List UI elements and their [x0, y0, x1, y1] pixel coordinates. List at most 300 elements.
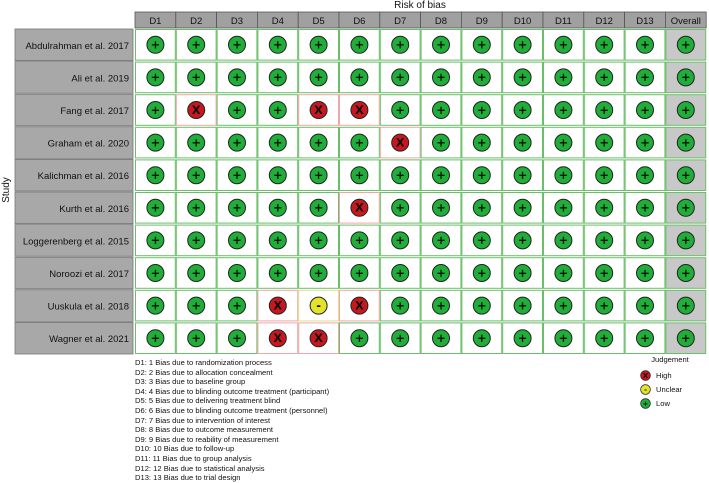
study-name: Graham et al. 2020	[47, 138, 129, 150]
study-row	[15, 225, 706, 257]
svg-text:+: +	[640, 135, 650, 150]
cell-d2	[176, 258, 216, 289]
judgement-low-icon	[637, 330, 654, 347]
svg-text:+: +	[517, 70, 528, 85]
cell-d1	[136, 62, 176, 93]
svg-text:+: +	[436, 200, 446, 215]
domain-header-d10	[502, 12, 543, 28]
svg-text:+: +	[313, 233, 324, 248]
judgement-low-icon	[514, 69, 531, 86]
judgement-low-icon	[637, 297, 654, 314]
cell-d5	[299, 225, 339, 256]
svg-text:+: +	[191, 331, 202, 346]
svg-text:+: +	[436, 37, 446, 52]
svg-text:+: +	[354, 135, 365, 150]
cell-d1	[136, 258, 176, 289]
svg-text:+: +	[150, 37, 161, 52]
svg-text:+: +	[191, 70, 202, 85]
cell-d4	[258, 225, 298, 256]
cell-d1	[136, 225, 176, 256]
cell-d2	[176, 160, 216, 191]
domain-header-d4	[257, 12, 298, 28]
cell-d4	[258, 127, 298, 158]
judgement-low-icon	[433, 330, 450, 347]
svg-text:+: +	[476, 70, 487, 85]
cell-d10	[503, 225, 543, 256]
domain-key-line: D12: 12 Bias due to statistical analysis	[135, 463, 265, 473]
svg-text:X: X	[642, 371, 649, 380]
study-row	[15, 192, 706, 224]
cell-d7	[380, 95, 420, 126]
cell-d13	[625, 95, 665, 126]
judgement-low-icon	[514, 265, 531, 282]
cell-d11	[544, 258, 584, 289]
cell-d10	[503, 290, 543, 321]
legend-item-high	[640, 368, 708, 382]
cell-d1	[136, 323, 176, 354]
judgement-low-icon	[596, 297, 613, 314]
cell-d3	[217, 160, 257, 191]
judgement-low-icon	[433, 36, 450, 53]
svg-text:+: +	[191, 168, 202, 183]
judgement-low-icon	[555, 330, 572, 347]
study-name: Loggerenberg et al. 2015	[22, 236, 129, 248]
judgement-low-icon	[555, 102, 572, 119]
svg-text:+: +	[680, 298, 691, 313]
cell-d10	[503, 193, 543, 224]
study-name: Kurth et al. 2016	[59, 203, 129, 215]
svg-text:+: +	[395, 70, 406, 85]
cell-d8	[421, 30, 461, 61]
study-row	[15, 127, 706, 159]
domain-key-line: D1: 1 Bias due to randomization process	[135, 358, 272, 367]
legend-label: Low	[656, 398, 670, 408]
cell-d8	[421, 193, 461, 224]
svg-text:+: +	[640, 102, 650, 117]
domain-key	[135, 358, 329, 483]
judgement-low-icon	[677, 232, 694, 249]
judgement-low-icon	[677, 265, 694, 282]
svg-text:+: +	[517, 168, 528, 183]
judgement-low-icon	[269, 36, 286, 53]
judgement-low-icon	[473, 102, 490, 119]
judgement-high-icon	[310, 330, 327, 347]
judgement-low-icon	[514, 167, 531, 184]
cell-d5	[299, 323, 339, 354]
cell-d12	[584, 225, 624, 256]
svg-text:+: +	[599, 135, 610, 150]
svg-text:+: +	[395, 265, 406, 280]
svg-text:+: +	[150, 200, 161, 215]
svg-text:+: +	[640, 200, 650, 215]
judgement-low-icon	[677, 36, 694, 53]
cell-d6	[340, 258, 380, 289]
cell-d9	[462, 62, 502, 93]
cell-d9	[462, 290, 502, 321]
judgement-low-icon	[229, 330, 246, 347]
svg-text:+: +	[436, 298, 446, 313]
svg-text:+: +	[150, 331, 161, 346]
svg-text:+: +	[680, 265, 691, 280]
cell-d12	[584, 127, 624, 158]
legend-low-icon	[640, 398, 651, 409]
domain-header-row	[135, 12, 706, 28]
judgement-low-icon	[147, 167, 164, 184]
cell-d7	[380, 290, 420, 321]
svg-text:+: +	[395, 331, 406, 346]
judgement-high-icon	[351, 102, 368, 119]
judgement-low-icon	[310, 265, 327, 282]
judgement-low-icon	[473, 330, 490, 347]
domain-header-d6	[339, 12, 380, 28]
cell-d7	[380, 127, 420, 158]
cell-d1	[136, 30, 176, 61]
judgement-low-icon	[514, 102, 531, 119]
svg-text:+: +	[313, 37, 324, 52]
svg-text:+: +	[313, 265, 324, 280]
svg-text:+: +	[476, 135, 487, 150]
cell-d10	[503, 62, 543, 93]
domain-key-line: D2: 2 Bias due to allocation concealment	[135, 367, 273, 377]
svg-text:X: X	[273, 331, 283, 346]
svg-text:X: X	[273, 298, 283, 313]
svg-text:+: +	[642, 399, 649, 408]
judgement-low-icon	[555, 134, 572, 151]
study-name: Fang et al. 2017	[60, 106, 129, 117]
cell-d11	[544, 160, 584, 191]
judgement-low-icon	[229, 134, 246, 151]
judgement-low-icon	[392, 297, 409, 314]
legend-unclear-icon	[640, 384, 651, 395]
judgement-low-icon	[433, 297, 450, 314]
cell-d11	[544, 225, 584, 256]
cell-d12	[584, 193, 624, 224]
cell-d5	[299, 160, 339, 191]
study-row	[15, 62, 706, 94]
svg-text:+: +	[517, 265, 528, 280]
svg-text:+: +	[191, 135, 202, 150]
cell-d4	[258, 193, 298, 224]
domain-key-line: D9: 9 Bias due to reability of measurement	[135, 434, 279, 444]
judgement-low-icon	[596, 134, 613, 151]
svg-text:+: +	[558, 298, 569, 313]
judgement-low-icon	[188, 134, 205, 151]
y-axis-label: Study	[1, 177, 12, 203]
judgement-low-icon	[269, 199, 286, 216]
svg-text:+: +	[558, 331, 569, 346]
domain-header-d13	[625, 12, 666, 28]
domain-header-d5	[298, 12, 339, 28]
judgement-low-icon	[229, 36, 246, 53]
judgement-low-icon	[555, 297, 572, 314]
svg-text:+: +	[517, 298, 528, 313]
judgement-low-icon	[147, 232, 164, 249]
svg-text:D13: D13	[636, 16, 654, 27]
svg-text:D10: D10	[513, 16, 532, 27]
judgement-low-icon	[637, 265, 654, 282]
cell-d13	[625, 62, 665, 93]
judgement-low-icon	[188, 297, 205, 314]
cell-d1	[136, 127, 176, 158]
judgement-low-icon	[473, 232, 490, 249]
cell-d1	[136, 160, 176, 191]
judgement-low-icon	[147, 69, 164, 86]
judgement-low-icon	[351, 36, 368, 53]
svg-text:+: +	[354, 37, 365, 52]
svg-text:+: +	[313, 70, 324, 85]
cell-d4	[258, 323, 298, 354]
judgement-low-icon	[269, 69, 286, 86]
judgement-low-icon	[433, 69, 450, 86]
judgement-low-icon	[188, 265, 205, 282]
domain-key-line: D11: 11 Bias due to group analysis	[135, 453, 252, 463]
svg-text:+: +	[150, 265, 161, 280]
judgement-low-icon	[555, 199, 572, 216]
svg-text:+: +	[436, 331, 446, 346]
cell-overall	[666, 323, 706, 354]
cell-d9	[462, 127, 502, 158]
svg-text:X: X	[314, 331, 324, 346]
judgement-low-icon	[637, 134, 654, 151]
cell-d4	[258, 160, 298, 191]
cell-d11	[544, 323, 584, 354]
svg-text:+: +	[558, 70, 569, 85]
judgement-low-icon	[433, 167, 450, 184]
cell-overall	[666, 258, 706, 289]
svg-text:+: +	[517, 200, 528, 215]
judgement-low-icon	[392, 330, 409, 347]
svg-text:+: +	[395, 102, 406, 117]
svg-text:+: +	[599, 37, 610, 52]
cell-d3	[217, 30, 257, 61]
judgement-legend	[640, 355, 708, 410]
cell-d8	[421, 290, 461, 321]
svg-text:+: +	[640, 331, 650, 346]
svg-text:+: +	[476, 331, 487, 346]
judgement-low-icon	[555, 232, 572, 249]
cell-overall	[666, 62, 706, 93]
cell-d9	[462, 160, 502, 191]
svg-text:+: +	[150, 168, 161, 183]
cell-d7	[380, 193, 420, 224]
svg-text:+: +	[599, 265, 610, 280]
judgement-low-icon	[351, 69, 368, 86]
svg-text:+: +	[232, 168, 242, 183]
judgement-low-icon	[596, 232, 613, 249]
svg-text:+: +	[272, 200, 283, 215]
domain-key-line: D4: 4 Bias due to blinding outcome treatment (participant)	[135, 386, 330, 396]
svg-text:+: +	[517, 135, 528, 150]
cell-d2	[176, 193, 216, 224]
cell-d8	[421, 160, 461, 191]
svg-text:+: +	[558, 102, 569, 117]
judgement-low-icon	[351, 167, 368, 184]
judgement-low-icon	[433, 102, 450, 119]
cell-d13	[625, 290, 665, 321]
svg-text:+: +	[640, 233, 650, 248]
judgement-low-icon	[229, 102, 246, 119]
legend-label: High	[656, 370, 672, 380]
judgement-low-icon	[677, 102, 694, 119]
cell-overall	[666, 160, 706, 191]
svg-text:+: +	[232, 200, 242, 215]
svg-text:+: +	[680, 331, 691, 346]
cell-overall	[666, 127, 706, 158]
judgement-low-icon	[637, 102, 654, 119]
study-row	[15, 159, 706, 191]
cell-d10	[503, 30, 543, 61]
study-row	[15, 257, 706, 289]
judgement-high-icon	[392, 134, 409, 151]
svg-text:+: +	[232, 265, 242, 280]
cell-d2	[176, 62, 216, 93]
judgement-low-icon	[147, 102, 164, 119]
study-name: Wagner et al. 2021	[49, 334, 129, 346]
domain-key-line: D13: 13 Bias due to trial design	[135, 473, 241, 483]
judgement-low-icon	[310, 134, 327, 151]
svg-text:+: +	[599, 331, 610, 346]
chart-title: Risk of bias	[394, 0, 446, 11]
svg-text:D4: D4	[271, 16, 284, 27]
svg-text:+: +	[599, 200, 610, 215]
svg-text:+: +	[272, 37, 283, 52]
judgement-low-icon	[351, 330, 368, 347]
svg-text:D1: D1	[149, 16, 162, 27]
svg-text:+: +	[313, 200, 324, 215]
judgement-low-icon	[677, 297, 694, 314]
cell-d7	[380, 62, 420, 93]
cell-d2	[176, 323, 216, 354]
legend-title: Judgement	[651, 355, 689, 364]
judgement-high-icon	[310, 102, 327, 119]
judgement-low-icon	[147, 265, 164, 282]
svg-text:+: +	[436, 233, 446, 248]
svg-text:+: +	[272, 102, 283, 117]
legend-item-low	[640, 396, 708, 410]
svg-text:+: +	[395, 200, 406, 215]
cell-d6	[340, 30, 380, 61]
judgement-low-icon	[555, 36, 572, 53]
cell-d13	[625, 30, 665, 61]
svg-text:+: +	[680, 37, 691, 52]
svg-text:D8: D8	[434, 16, 448, 27]
study-name: Noroozi et al. 2017	[49, 269, 129, 280]
svg-text:+: +	[232, 298, 242, 313]
svg-text:+: +	[150, 298, 161, 313]
svg-text:D9: D9	[475, 16, 488, 27]
svg-text:D2: D2	[190, 16, 203, 27]
judgement-low-icon	[229, 69, 246, 86]
svg-text:+: +	[232, 233, 242, 248]
study-row	[15, 29, 706, 61]
judgement-low-icon	[637, 167, 654, 184]
cell-d3	[217, 323, 257, 354]
judgement-low-icon	[514, 330, 531, 347]
judgement-low-icon	[147, 297, 164, 314]
study-row	[15, 94, 706, 126]
svg-text:+: +	[476, 298, 487, 313]
judgement-low-icon	[188, 232, 205, 249]
svg-text:+: +	[680, 70, 691, 85]
svg-text:+: +	[517, 102, 528, 117]
cell-d2	[176, 290, 216, 321]
cell-d9	[462, 225, 502, 256]
cell-d12	[584, 30, 624, 61]
cell-d11	[544, 290, 584, 321]
judgement-low-icon	[637, 232, 654, 249]
svg-text:+: +	[313, 168, 324, 183]
domain-header-overall	[665, 12, 706, 28]
cell-d2	[176, 225, 216, 256]
cell-d5	[299, 193, 339, 224]
judgement-low-icon	[392, 102, 409, 119]
judgement-low-icon	[310, 232, 327, 249]
domain-key-line: D10: 10 Bias due to follow-up	[135, 444, 235, 454]
cell-d3	[217, 258, 257, 289]
cell-d13	[625, 193, 665, 224]
cell-d7	[380, 225, 420, 256]
cell-d4	[258, 258, 298, 289]
svg-text:+: +	[395, 298, 406, 313]
study-name: Abdulrahman et al. 2017	[25, 40, 129, 52]
cell-d9	[462, 95, 502, 126]
svg-text:X: X	[354, 102, 364, 117]
judgement-low-icon	[310, 69, 327, 86]
cell-d3	[217, 62, 257, 93]
cell-d7	[380, 323, 420, 354]
svg-text:+: +	[150, 102, 161, 117]
judgement-low-icon	[514, 297, 531, 314]
svg-text:D7: D7	[394, 16, 407, 27]
svg-text:-: -	[316, 298, 321, 313]
cell-d8	[421, 127, 461, 158]
domain-key-line: D8: 8 Bias due to outcome measurement	[135, 425, 274, 435]
svg-text:+: +	[436, 70, 446, 85]
cell-d9	[462, 323, 502, 354]
cell-d1	[136, 193, 176, 224]
judgement-high-icon	[269, 297, 286, 314]
domain-key-line: D7: 7 Bias due to intervention of interest	[135, 415, 271, 425]
legend-item-unclear	[640, 382, 708, 396]
judgement-low-icon	[392, 36, 409, 53]
svg-text:+: +	[476, 37, 487, 52]
judgement-low-icon	[433, 134, 450, 151]
judgement-low-icon	[596, 199, 613, 216]
svg-text:+: +	[599, 102, 610, 117]
cell-d11	[544, 30, 584, 61]
cell-d8	[421, 258, 461, 289]
svg-text:+: +	[395, 37, 406, 52]
judgement-low-icon	[269, 102, 286, 119]
svg-text:Overall: Overall	[670, 16, 701, 27]
cell-d5	[299, 258, 339, 289]
study-row	[15, 290, 706, 322]
judgement-low-icon	[147, 134, 164, 151]
cell-d3	[217, 95, 257, 126]
cell-d4	[258, 95, 298, 126]
domain-header-d9	[461, 12, 502, 28]
cell-d5	[299, 30, 339, 61]
judgement-low-icon	[188, 167, 205, 184]
cell-d13	[625, 323, 665, 354]
cell-d8	[421, 62, 461, 93]
svg-text:+: +	[232, 331, 242, 346]
svg-text:+: +	[354, 265, 365, 280]
judgement-low-icon	[351, 134, 368, 151]
svg-text:+: +	[191, 265, 202, 280]
domain-header-d3	[217, 12, 258, 28]
cell-d2	[176, 95, 216, 126]
